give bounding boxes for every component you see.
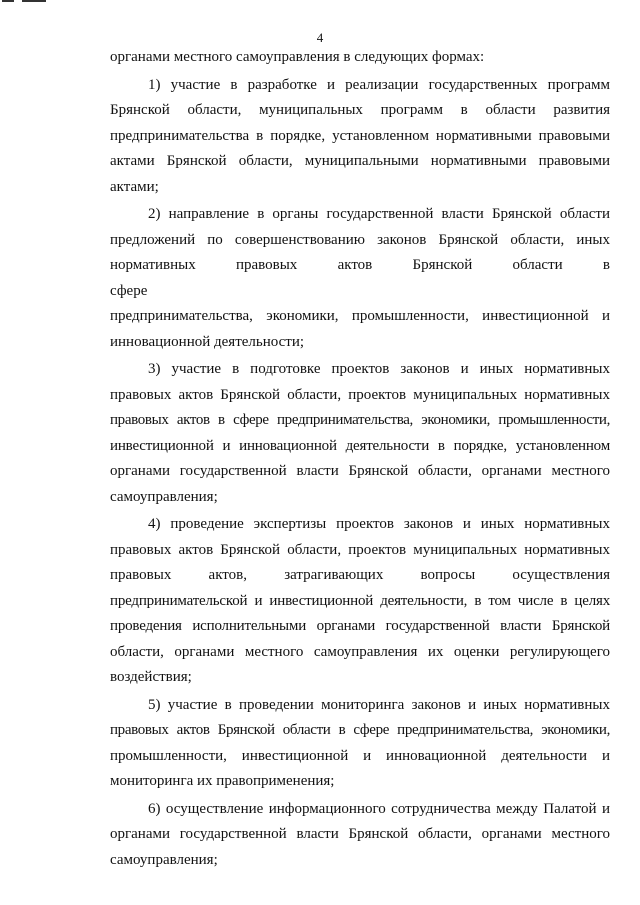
text-line: 3) участие в подготовке проектов законов и иных нормативных (148, 361, 610, 377)
page-number: 4 (316, 30, 324, 45)
paragraph-item-2 (110, 202, 610, 355)
text-line: инновационной деятельности; (110, 333, 305, 350)
text-line: воздействия; (110, 669, 192, 685)
text-line: промышленности, инвестиционной и инновационной деятельности и (110, 747, 610, 764)
text-line: области, органами местного самоуправления их оценки регулирующего (110, 643, 610, 660)
text-line: предпринимательства, экономики, промышленности, инвестиционной и (110, 308, 610, 324)
text-line: органами государственной власти Брянской области, органами местного (110, 826, 610, 842)
text-line: самоуправления; (110, 851, 218, 868)
text-line: самоуправления; (110, 488, 218, 505)
scan-corner-mark (0, 0, 52, 5)
text-line: Брянской области, муниципальных программ в области развития (110, 102, 610, 118)
paragraph-item-4 (110, 512, 610, 691)
text-line: органами государственной власти Брянской области, органами местного (110, 463, 610, 479)
paragraph-item-5 (110, 693, 610, 795)
text-line: инвестиционной и инновационной деятельности в порядке, установленном (110, 437, 610, 454)
text-line: 1) участие в разработке и реализации государственных программ (148, 76, 610, 93)
text-line: правовых актов Брянской области, проектов муниципальных нормативных (110, 541, 610, 558)
text-line: актами; (110, 178, 159, 195)
text-line: предпринимательства в порядке, установленном нормативными правовыми (110, 127, 610, 144)
text-line: предпринимательской и инвестиционной деятельности, в том числе в целях (110, 592, 610, 609)
text-line: правовых актов Брянской области, проектов муниципальных нормативных (110, 386, 610, 403)
text-line: нормативных правовых актов Брянской области в сфере (110, 257, 610, 299)
text-line: 5) участие в проведении мониторинга законов и иных нормативных (148, 696, 610, 713)
paragraph-item-6 (110, 797, 610, 874)
paragraph-item-1 (110, 73, 610, 201)
text-line: правовых актов в сфере предпринимательства, экономики, промышленности, (110, 412, 610, 428)
paragraph-intro (110, 45, 610, 71)
text-line: 2) направление в органы государственной власти Брянской области (148, 206, 610, 222)
document-body (110, 45, 610, 875)
text-line: актами Брянской области, муниципальными нормативными правовыми (110, 153, 610, 169)
text-line: правовых актов Брянской области в сфере предпринимательства, экономики, (110, 722, 610, 738)
text-line: правовых актов, затрагивающих вопросы осуществления (110, 567, 610, 583)
text-line: мониторинга их правоприменения; (110, 773, 335, 789)
text-line: 4) проведение экспертизы проектов законов и иных нормативных (148, 516, 610, 532)
text-line: проведения исполнительными органами государственной власти Брянской (110, 618, 610, 634)
text-line: предложений по совершенствованию законов Брянской области, иных (110, 231, 610, 248)
text-line: 6) осуществление информационного сотрудничества между Палатой и (148, 800, 610, 817)
text-line: органами местного самоуправления в следующих формах: (110, 49, 485, 65)
paragraph-item-3 (110, 357, 610, 510)
